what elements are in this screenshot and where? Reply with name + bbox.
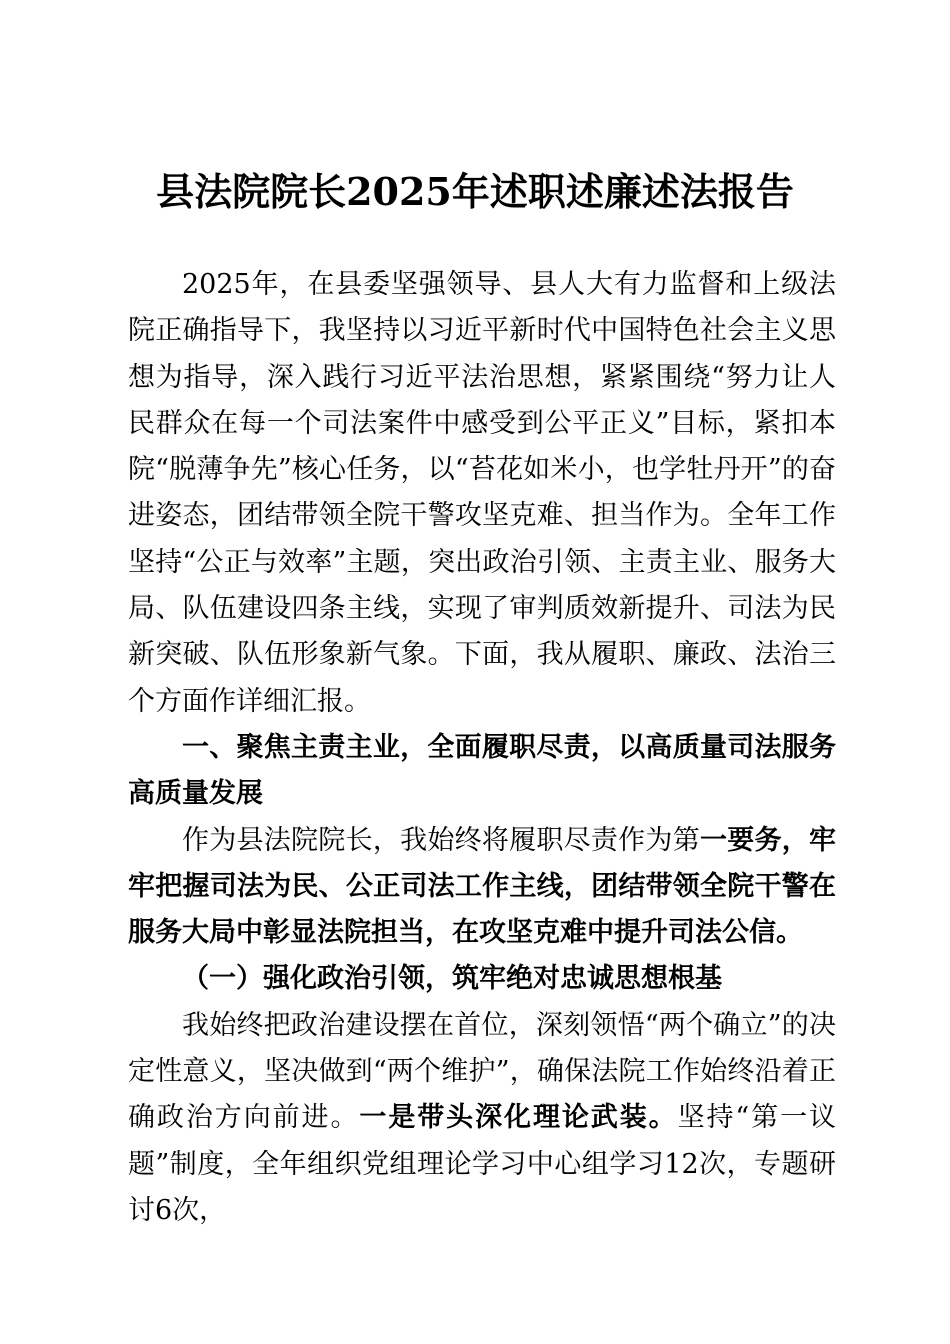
subsection-1-heading: （一）强化政治引领，筑牢绝对忠诚思想根基 (182, 963, 722, 995)
section-1-paragraph-plain: 作为县法院院长，我始终将履职尽责作为第 (182, 824, 700, 856)
subsection-1-paragraph-bold: 一是带头深化理论武装。 (359, 1102, 678, 1134)
document-title: 县法院院长2025年述职述廉述法报告 (156, 169, 794, 214)
subsection-1-paragraph (128, 1003, 836, 1234)
intro-paragraph: 2025年，在县委坚强领导、县人大有力监督和上级法院正确指导下，我坚持以习近平新时代中国特色社会主义思想为指导，深入践行习近平法治思想，紧紧围绕“努力让人民群众在每一个司法案件中感受到公平正义”目标，紧扣本院“脱薄争先”核心任务，以“苔花如米小，也学牡丹开”的奋进姿态，团结带领全院干警攻坚克难、担当作为。全年工作坚持“公正与效率”主题，突出政治引领、主责主业、服务大局、队伍建设四条主线，实现了审判质效新提升、司法为民新突破、队伍形象新气象。下面，我从履职、廉政、法治三个方面作详细汇报。 (128, 269, 836, 717)
subsection-1-paragraph-plain-2: 坚持“第一议题”制度，全年组织党组理论学习中心组学习12次，专题研讨6次， (128, 1102, 837, 1226)
section-1-heading: 一、聚焦主责主业，全面履职尽责，以高质量司法服务高质量发展 (128, 731, 836, 810)
subsection-1-paragraph-plain-1: 我始终把政治建设摆在首位，深刻领悟“两个确立”的决定性意义，坚决做到“两个维护”，确保法院工作始终沿着正确政治方向前进。 (128, 1009, 836, 1134)
document-body (128, 262, 836, 1234)
section-1-paragraph (128, 818, 836, 957)
section-1-paragraph-bold: 一要务，牢牢把握司法为民、公正司法工作主线，团结带领全院干警在服务大局中彰显法院担当，在攻坚克难中提升司法公信。 (128, 824, 837, 949)
